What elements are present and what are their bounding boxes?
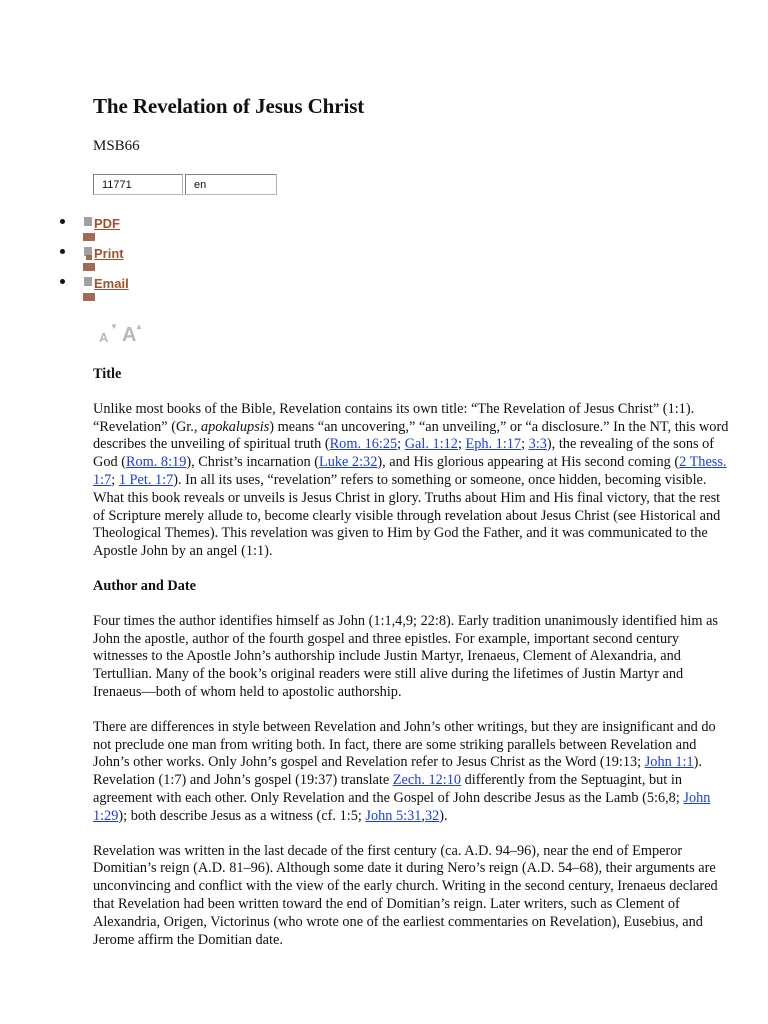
scripture-link[interactable]: Rom. 16:25	[329, 436, 398, 453]
paragraph-author-1: Four times the author identifies himself as John (1:1,4,9; 22:8). Early tradition unanimously identified him as John the apostle, author of the fourth gospel and three epistles. For example, important second century witnesses to the Apostle John’s authorship include Justin Martyr, Irenaeus, Clement of Alexandria, and Tertullian. Many of the book’s original readers were still alive during the lifetimes of Justin Martyr and Irenaeus—both of whom held to apostolic authorship.	[93, 612, 718, 700]
email-link[interactable]: Email	[94, 276, 129, 291]
paragraph-author-3: Revelation was written in the last decade of the first century (ca. A.D. 94–96), near the end of Emperor Domitian’s reign (A.D. 81–96). Although some date it during Nero’s reign (A.D. 54–68), their arguments are unconvincing and conflict with the view of the early church. Writing in the second century, Irenaeus declared that Revelation had been written toward the end of Domitian’s reign. Later writers, such as Clement of Alexandria, Origen, Victorinus (who wrote one of the earliest commentaries on Revelation), Eusebius, and Jerome affirm the Domitian date.	[93, 842, 718, 948]
language-field[interactable]	[185, 174, 277, 195]
pdf-icon	[84, 217, 92, 226]
document-code: MSB66	[93, 138, 140, 154]
paragraph-title-1: Unlike most books of the Bible, Revelation contains its own title: “The Revelation of Jesus Christ” (1:1). “Revelation” (Gr., apokalupsis) means “an uncovering,” “an unveiling,” or “a disclosure.” In the NT, this word describes the unveiling of spiritual truth (Rom. 16:25; Gal. 1:12; Eph. 1:17; 3:3), the revealing of the sons of God (Rom. 8:19), Christ’s incarnation (Luke 2:32), and His glorious appearing at His second coming (2 Thess. 1:7; 1 Pet. 1:7). In all its uses, “revelation” refers to something or someone, once hidden, becoming visible. What this book reveals or unveils is Jesus Christ in glory. Truths about Him and His final victory, that the rest of Scripture merely allude to, become clearly visible through revelation about Jesus Christ (see Historical and Theological Themes). This revelation was given to Him by God the Father, and it was communicated to the Apostle John by an angel (1:1).	[93, 400, 729, 560]
scripture-link[interactable]: Rom. 8:19	[125, 454, 187, 471]
document-fields	[93, 174, 279, 195]
scripture-link[interactable]: Gal. 1:12	[404, 436, 458, 453]
scripture-link[interactable]: John 1:1	[644, 754, 694, 771]
scripture-link[interactable]: 3:3	[528, 436, 547, 453]
article-body	[93, 366, 731, 966]
decrease-font-button[interactable]: A	[99, 330, 109, 345]
email-icon	[84, 277, 92, 286]
font-size-control	[97, 322, 145, 344]
triangle-up-icon: ▲	[135, 322, 143, 331]
print-icon-base	[83, 263, 95, 271]
pdf-icon-base	[83, 233, 95, 241]
scripture-link[interactable]: 1 Pet. 1:7	[118, 471, 174, 488]
bullet	[60, 279, 65, 284]
scripture-link[interactable]: John 1:29	[93, 789, 711, 824]
section-heading-title: Title	[93, 366, 122, 382]
print-icon-tray	[86, 255, 92, 260]
triangle-down-icon: ▼	[110, 322, 118, 331]
pdf-link[interactable]: PDF	[94, 216, 120, 231]
scripture-link[interactable]: John 5:31	[365, 807, 422, 824]
bullet	[60, 249, 65, 254]
section-heading-author: Author and Date	[93, 577, 197, 594]
email-icon-base	[83, 293, 95, 301]
paragraph-author-2: There are differences in style between Revelation and John’s other writings, but they are insignificant and do not preclude one man from writing both. In fact, there are some striking parallels between Revelation and John’s other works. Only John’s gospel and Revelation refer to Jesus Christ as the Word (19:13; John 1:1). Revelation (1:7) and John’s gospel (19:37) translate Zech. 12:10 differently from the Septuagint, but in agreement with each other. Only Revelation and the Gospel of John describe Jesus as the Lamb (5:6,8; John 1:29); both describe Jesus as a witness (cf. 1:5; John 5:31,32).	[93, 718, 716, 824]
scripture-link[interactable]: 32	[424, 807, 440, 824]
bullet	[60, 219, 65, 224]
increase-font-button[interactable]: A	[122, 324, 137, 346]
scripture-link[interactable]: 2 Thess. 1:7	[93, 454, 727, 488]
scripture-link[interactable]: Luke 2:32	[318, 454, 378, 471]
scripture-link[interactable]: Eph. 1:17	[465, 436, 522, 453]
page-title: The Revelation of Jesus Christ	[93, 94, 365, 118]
print-link[interactable]: Print	[94, 246, 124, 261]
scripture-link[interactable]: Zech. 12:10	[392, 772, 462, 789]
document-id-field[interactable]	[93, 174, 183, 195]
